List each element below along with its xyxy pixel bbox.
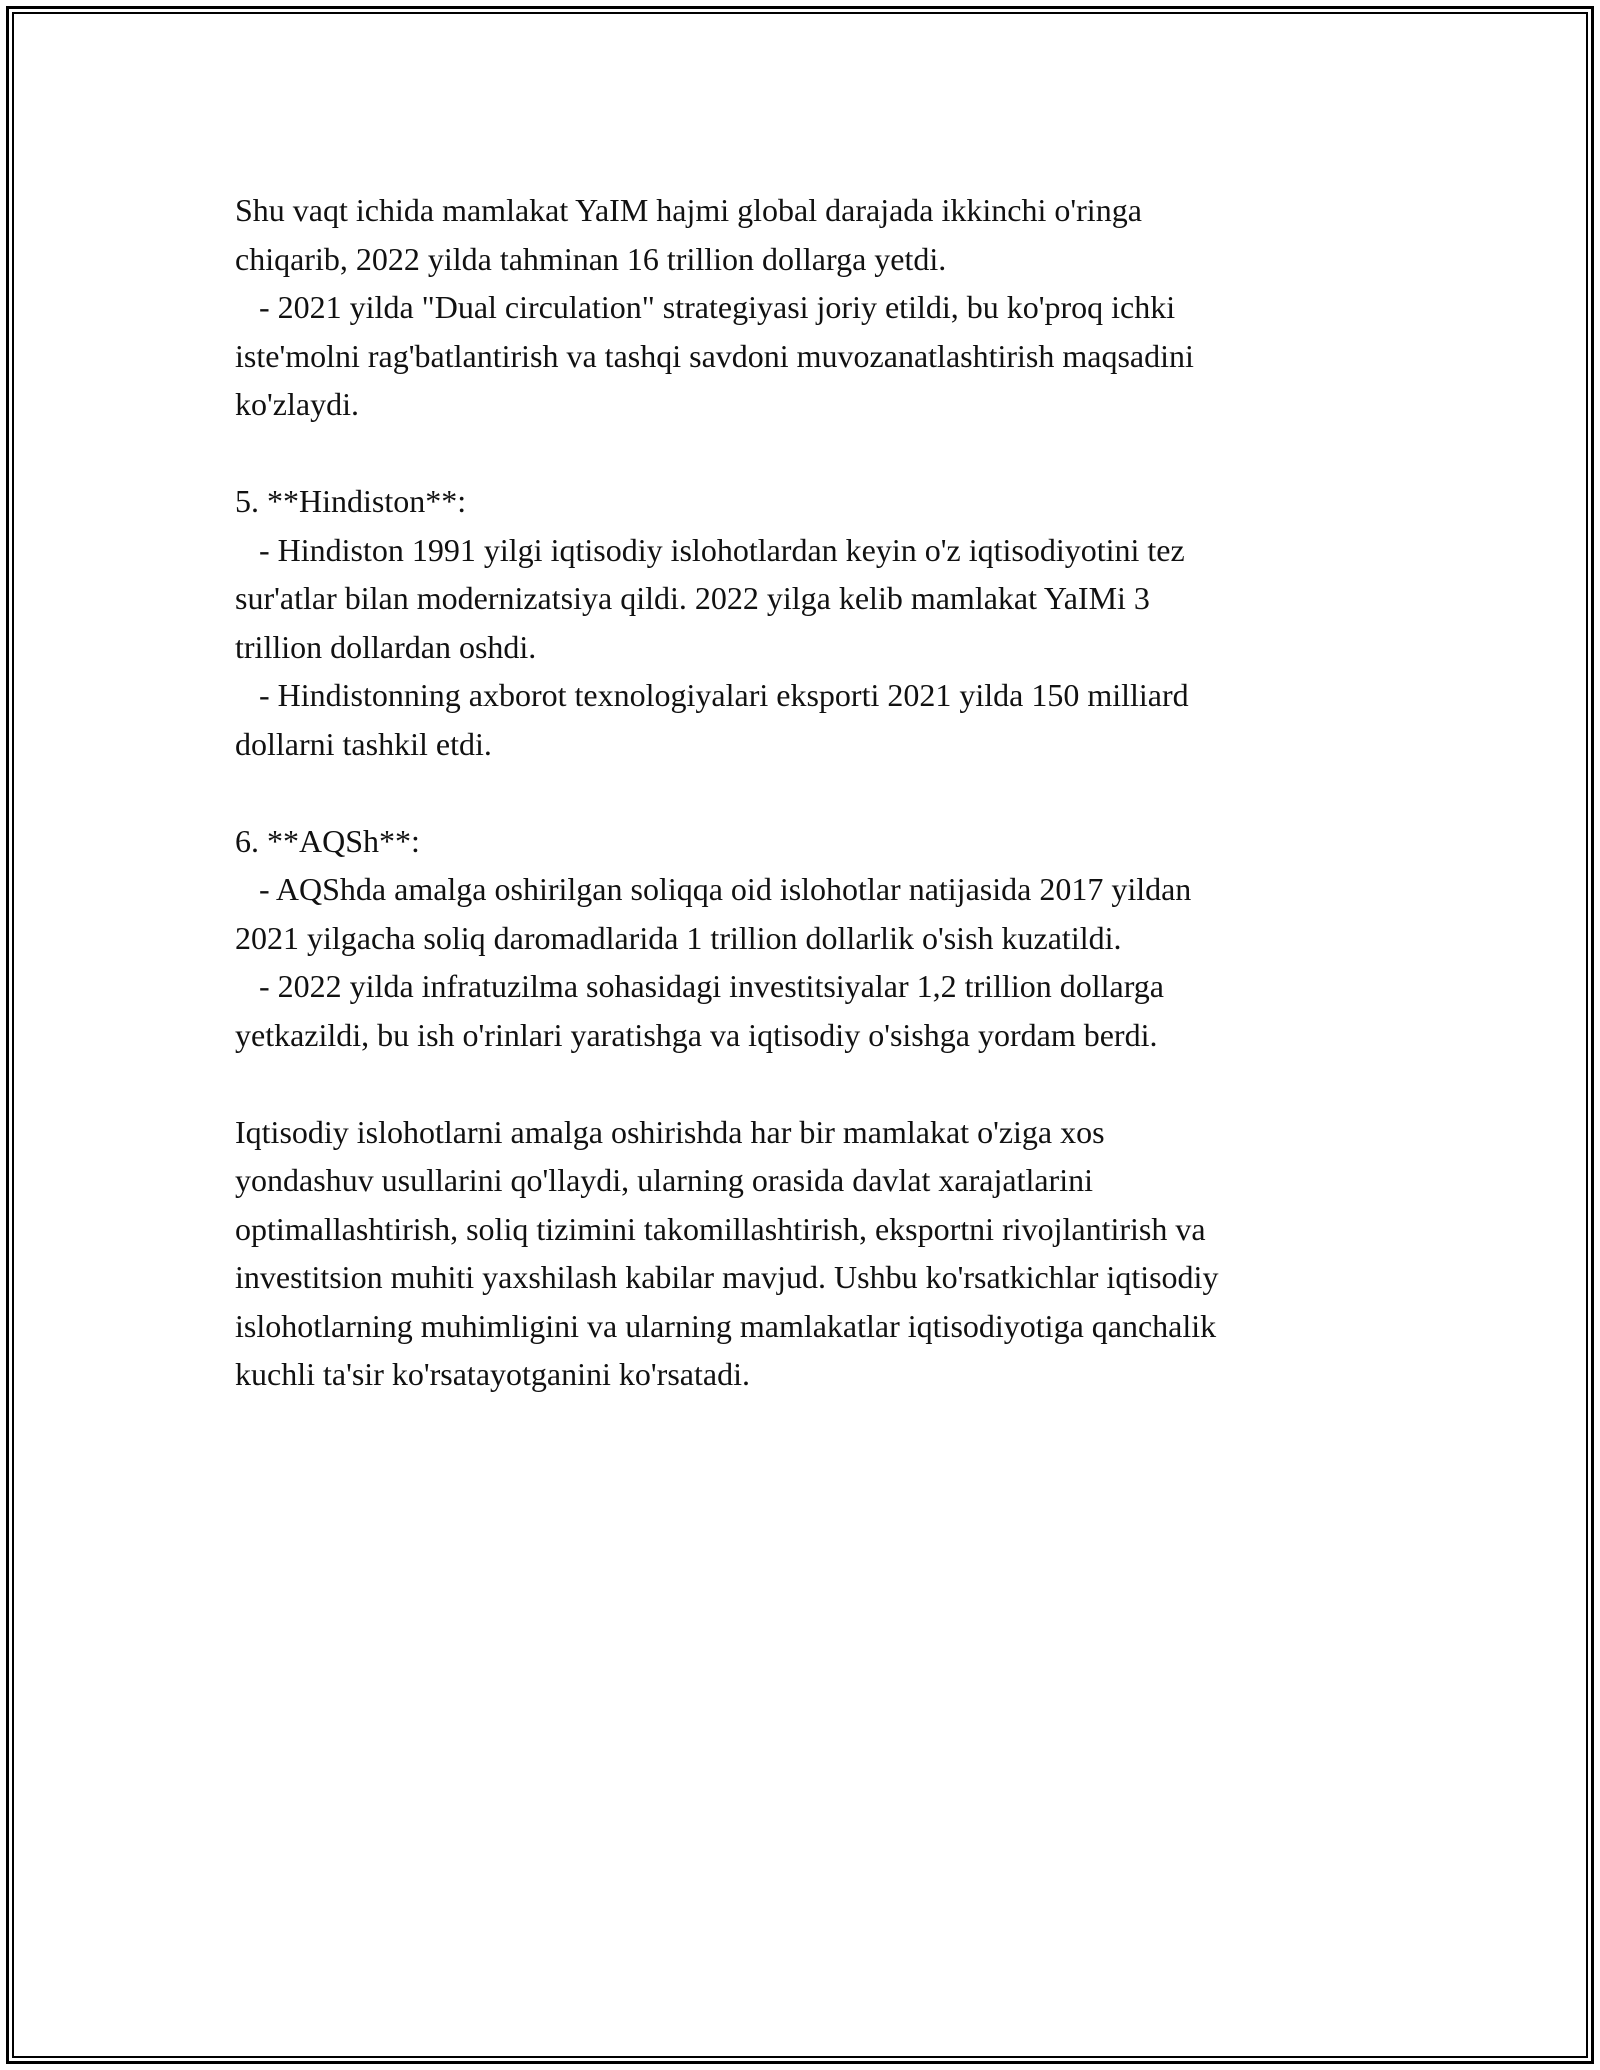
- section-india: [235, 477, 1435, 768]
- document-body: [235, 186, 1435, 1399]
- text-line: - AQShda amalga oshirilgan soliqqa oid islohotlar natijasida 2017 yildan: [235, 871, 1192, 907]
- paragraph-spacer: [235, 1059, 1435, 1108]
- text-line: islohotlarning muhimligini va ularning mamlakatlar iqtisodiyotiga qanchalik: [235, 1307, 1217, 1344]
- text-line: investitsion muhiti yaxshilash kabilar mavjud. Ushbu ko'rsatkichlar iqtisodiy: [235, 1259, 1219, 1295]
- text-line: optimallashtirish, soliq tizimini takomillashtirish, eksportni rivojlantirish va: [235, 1210, 1206, 1247]
- text-line: yetkazildi, bu ish o'rinlari yaratishga va iqtisodiy o'sishga yordam berdi.: [235, 1016, 1158, 1053]
- text-line: dollarni tashkil etdi.: [235, 725, 492, 762]
- section-heading: 6. **AQSh**:: [235, 822, 420, 859]
- text-line: - 2022 yilda infratuzilma sohasidagi investitsiyalar 1,2 trillion dollarga: [235, 968, 1164, 1004]
- text-line: chiqarib, 2022 yilda tahminan 16 trillion dollarga yetdi.: [235, 240, 947, 277]
- paragraph-conclusion: [235, 1108, 1435, 1399]
- paragraph-intro: [235, 186, 1435, 429]
- text-line: yondashuv usullarini qo'llaydi, ularning orasida davlat xarajatlarini: [235, 1162, 1093, 1198]
- text-line: - Hindiston 1991 yilgi iqtisodiy islohotlardan keyin o'z iqtisodiyotini tez: [235, 531, 1185, 568]
- paragraph-spacer: [235, 429, 1435, 478]
- text-line: kuchli ta'sir ko'rsatayotganini ko'rsatadi.: [235, 1356, 750, 1392]
- text-line: ko'zlaydi.: [235, 386, 359, 422]
- text-line: Iqtisodiy islohotlarni amalga oshirishda har bir mamlakat o'ziga xos: [235, 1113, 1105, 1150]
- text-line: Shu vaqt ichida mamlakat YaIM hajmi global darajada ikkinchi o'ringa: [235, 192, 1142, 228]
- paragraph-spacer: [235, 768, 1435, 817]
- text-line: - 2021 yilda "Dual circulation" strategiyasi joriy etildi, bu ko'proq ichki: [235, 289, 1176, 325]
- text-line: 2021 yilgacha soliq daromadlarida 1 trillion dollarlik o'sish kuzatildi.: [235, 919, 1122, 956]
- text-line: sur'atlar bilan modernizatsiya qildi. 2022 yilga kelib mamlakat YaIMi 3: [235, 580, 1150, 616]
- text-line: iste'molni rag'batlantirish va tashqi savdoni muvozanatlashtirish maqsadini: [235, 337, 1194, 374]
- section-heading: 5. **Hindiston**:: [235, 483, 467, 519]
- section-usa: [235, 817, 1435, 1060]
- text-line: trillion dollardan oshdi.: [235, 628, 537, 665]
- text-line: - Hindistonning axborot texnologiyalari eksporti 2021 yilda 150 milliard: [235, 677, 1189, 713]
